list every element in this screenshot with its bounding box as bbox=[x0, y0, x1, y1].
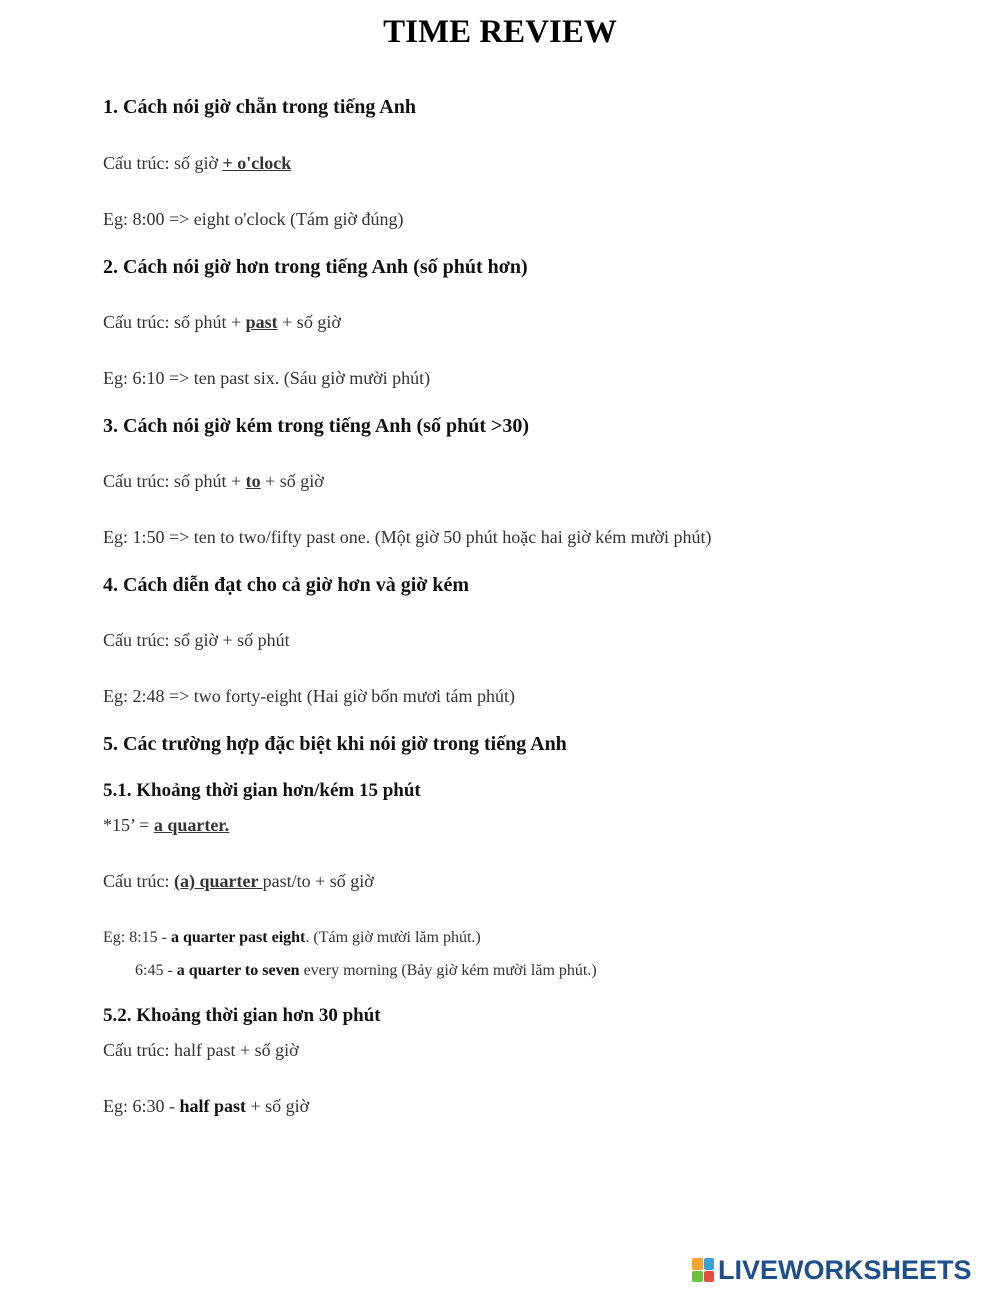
section-3-heading: 3. Cách nói giờ kém trong tiếng Anh (số phút >30) bbox=[103, 415, 530, 437]
structure-text: past/to + số giờ bbox=[262, 871, 374, 891]
example-text: Eg: 6:30 - bbox=[103, 1096, 180, 1116]
section-5-2-structure: Cấu trúc: half past + số giờ bbox=[103, 1040, 299, 1060]
section-5-1-example-2 bbox=[135, 962, 597, 980]
section-5-1-example-1 bbox=[103, 929, 481, 947]
structure-keyword: to bbox=[245, 471, 261, 491]
example-text: 6:45 - bbox=[135, 962, 177, 979]
section-2-structure bbox=[103, 312, 341, 333]
example-keyword: half past bbox=[179, 1096, 247, 1116]
structure-text: Cấu trúc: số phút + bbox=[103, 312, 246, 332]
logo-mark-tile bbox=[692, 1258, 703, 1270]
section-5-heading: 5. Các trường hợp đặc biệt khi nói giờ trong tiếng Anh bbox=[103, 733, 567, 755]
section-4-heading: 4. Cách diễn đạt cho cả giờ hơn và giờ kém bbox=[103, 574, 470, 596]
section-5-2-heading: 5.2. Khoảng thời gian hơn 30 phút bbox=[103, 1005, 381, 1026]
example-text: + số giờ bbox=[246, 1096, 310, 1116]
note-text: *15’ = bbox=[103, 815, 154, 835]
logo-icon bbox=[692, 1258, 714, 1282]
structure-text: + số giờ bbox=[277, 312, 341, 332]
section-1-heading: 1. Cách nói giờ chẵn trong tiếng Anh bbox=[103, 96, 416, 118]
example-keyword: a quarter to seven bbox=[176, 962, 300, 979]
logo-mark-tile bbox=[704, 1271, 715, 1283]
section-5-2-example bbox=[103, 1096, 309, 1117]
page-title: TIME REVIEW bbox=[383, 14, 617, 50]
logo-text: LIVEWORKSHEETS bbox=[718, 1254, 972, 1285]
section-2-example: Eg: 6:10 => ten past six. (Sáu giờ mười phút) bbox=[103, 368, 431, 388]
example-keyword: a quarter past eight bbox=[171, 929, 306, 946]
note-keyword: a quarter. bbox=[153, 815, 230, 835]
structure-keyword: + o'clock bbox=[222, 153, 292, 173]
section-1-structure bbox=[103, 153, 291, 174]
structure-keyword: (a) quarter bbox=[173, 871, 263, 891]
liveworksheets-logo bbox=[692, 1254, 972, 1286]
logo-mark-tile bbox=[692, 1271, 703, 1283]
structure-text: Cấu trúc: số giờ bbox=[103, 153, 223, 173]
section-4-example: Eg: 2:48 => two forty-eight (Hai giờ bốn mươi tám phút) bbox=[103, 686, 516, 706]
structure-keyword: past bbox=[245, 312, 278, 332]
section-1-example: Eg: 8:00 => eight o'clock (Tám giờ đúng) bbox=[103, 209, 404, 229]
section-4-structure: Cấu trúc: số giờ + số phút bbox=[103, 630, 290, 650]
section-2-heading: 2. Cách nói giờ hơn trong tiếng Anh (số phút hơn) bbox=[103, 256, 528, 278]
example-text: . (Tám giờ mười lăm phút.) bbox=[305, 929, 481, 946]
structure-text: + số giờ bbox=[260, 471, 324, 491]
example-text: every morning (Bảy giờ kém mười lăm phút.) bbox=[299, 962, 597, 979]
section-5-1-note bbox=[103, 815, 229, 836]
structure-text: Cấu trúc: số phút + bbox=[103, 471, 246, 491]
section-5-1-heading: 5.1. Khoảng thời gian hơn/kém 15 phút bbox=[103, 780, 421, 801]
section-5-1-structure bbox=[103, 871, 374, 892]
example-text: Eg: 8:15 - bbox=[103, 929, 171, 946]
section-3-example: Eg: 1:50 => ten to two/fifty past one. (Một giờ 50 phút hoặc hai giờ kém mười phút) bbox=[103, 527, 712, 547]
section-3-structure bbox=[103, 471, 324, 492]
logo-mark-tile bbox=[704, 1258, 715, 1270]
structure-text: Cấu trúc: bbox=[103, 871, 174, 891]
